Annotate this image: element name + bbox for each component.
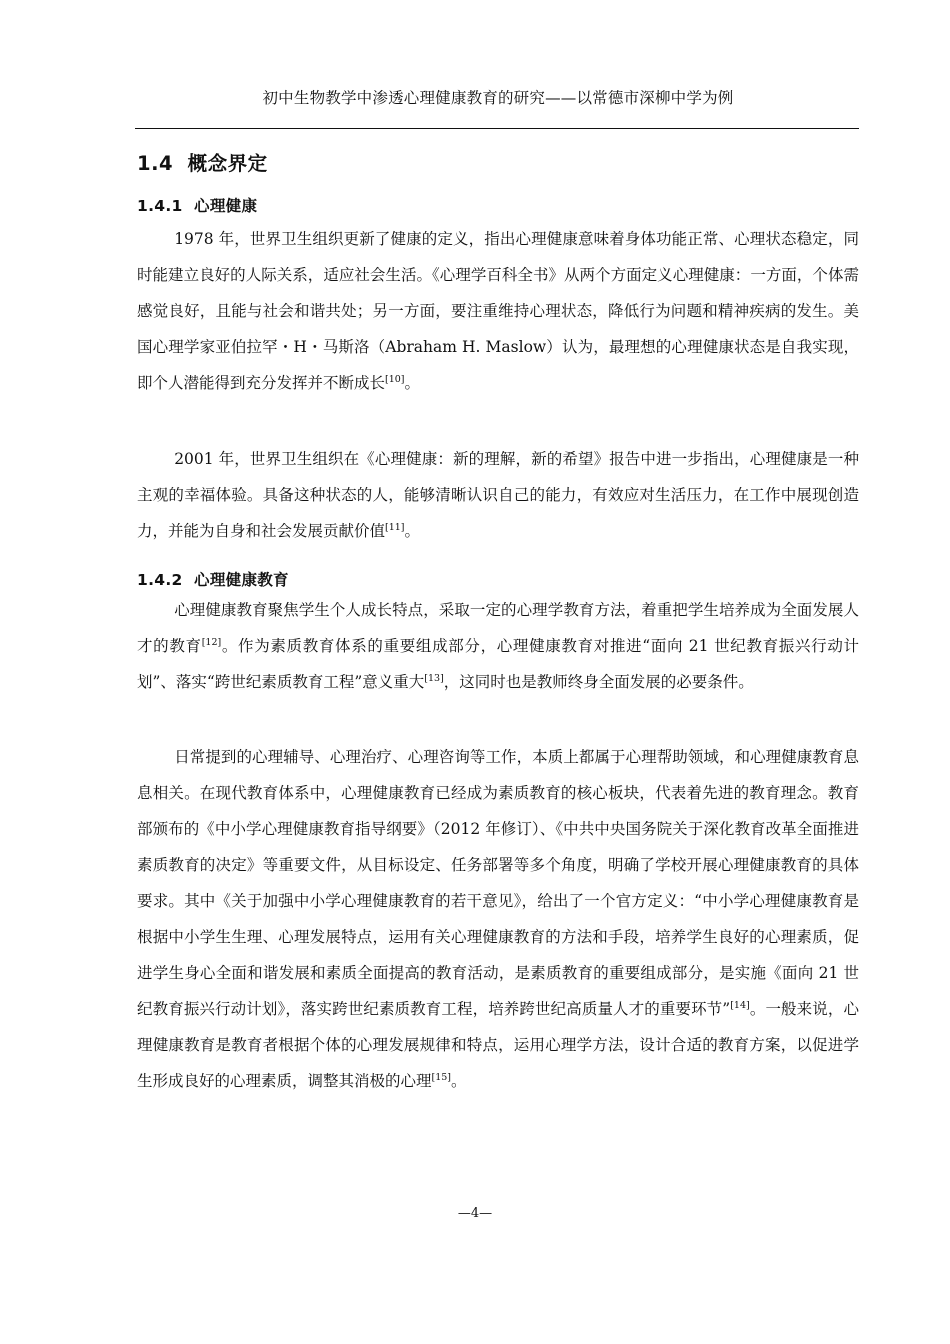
- paragraph-text: 2001 年，世界卫生组织在《心理健康：新的理解，新的希望》报告中进一步指出，心理健康是一种主观的幸福体验。具备这种状态的人，能够清晰认识自己的能力，有效应对生活压力，在工作中展现创造力，并能为自身和社会发展贡献价值: [137, 450, 859, 540]
- paragraph-text: 日常提到的心理辅导、心理治疗、心理咨询等工作，本质上都属于心理帮助领域，和心理健康教育息息相关。在现代教育体系中，心理健康教育已经成为素质教育的核心板块，代表着先进的教育理念。教育部颁布的《中小学心理健康教育指导纲要》（2012 年修订）、《中共中央国务院关于深化教育改革全面推进素质教育的决定》等重要文件，从目标设定、任务部署等多个角度，明确了学校开展心理健康教育的具体要求。其中《关于加强中小学心理健康教育的若干意见》，给出了一个官方定义：“中小学心理健康教育是根据中小学生生理、心理发展特点，运用有关心理健康教育的方法和手段，培养学生良好的心理素质，促进学生身心全面和谐发展和素质全面提高的教育活动，是素质教育的重要组成部分，是实施《面向 21 世纪教育振兴行动计划》，落实跨世纪素质教育工程，培养跨世纪高质量人才的重要环节”: [137, 748, 859, 1018]
- paragraph-text: ，这同时也是教师终身全面发展的必要条件。: [443, 673, 754, 691]
- subsection-number: 1.4.1: [137, 197, 183, 215]
- paragraph: [137, 739, 859, 1099]
- subsection-heading-1: [137, 194, 257, 216]
- citation: [12]: [201, 636, 222, 648]
- paragraph-text: 1978 年，世界卫生组织更新了健康的定义，指出心理健康意味着身体功能正常、心理状态稳定，同时能建立良好的人际关系，适应社会生活。《心理学百科全书》从两个方面定义心理健康：一方面，个体需感觉良好，且能与社会和谐共处；另一方面，要注重维持心理状态，降低行为问题和精神疾病的发生。美国心理学家亚伯拉罕・H・马斯洛（Abraham H. Maslow）认为，最理想的心理健康状态是自我实现，即个人潜能得到充分发挥并不断成长: [137, 230, 859, 392]
- paragraph-text: 。一般来说，心理健康教育是教育者根据个体的心理发展规律和特点，运用心理学方法，设计合适的教育方案，以促进学生形成良好的心理素质，调整其消极的心理: [137, 1000, 859, 1090]
- paragraph-text: 。: [451, 1072, 467, 1090]
- section-number: 1.4: [137, 152, 174, 175]
- citation: [15]: [431, 1071, 452, 1083]
- subsection-number: 1.4.2: [137, 571, 183, 589]
- section-heading: [137, 148, 268, 176]
- header-rule: [135, 128, 859, 129]
- citation: [11]: [385, 521, 405, 533]
- paragraph-text: 。: [404, 522, 421, 540]
- citation: [13]: [424, 672, 444, 684]
- paragraph: [137, 221, 859, 401]
- subsection-heading-2: [137, 568, 289, 590]
- paragraph: [137, 592, 859, 700]
- subsection-title: 心理健康: [194, 197, 258, 215]
- citation: [14]: [730, 999, 750, 1011]
- paragraph-text: 。: [404, 374, 421, 392]
- subsection-title: 心理健康教育: [194, 571, 289, 589]
- paragraph-text: 。作为素质教育体系的重要组成部分，心理健康教育对推进“面向 21 世纪教育振兴行动计划”、落实“跨世纪素质教育工程”意义重大: [137, 637, 859, 691]
- page-number: —4—: [457, 1206, 493, 1221]
- paragraph-text: 心理健康教育聚焦学生个人成长特点，采取一定的心理学教育方法，着重把学生培养成为全面发展人才的教育: [137, 601, 859, 655]
- running-header: 初中生物教学中渗透心理健康教育的研究——以常德市深柳中学为例: [262, 89, 734, 107]
- section-title: 概念界定: [187, 152, 268, 175]
- paragraph: [137, 441, 859, 549]
- citation: [10]: [385, 373, 405, 385]
